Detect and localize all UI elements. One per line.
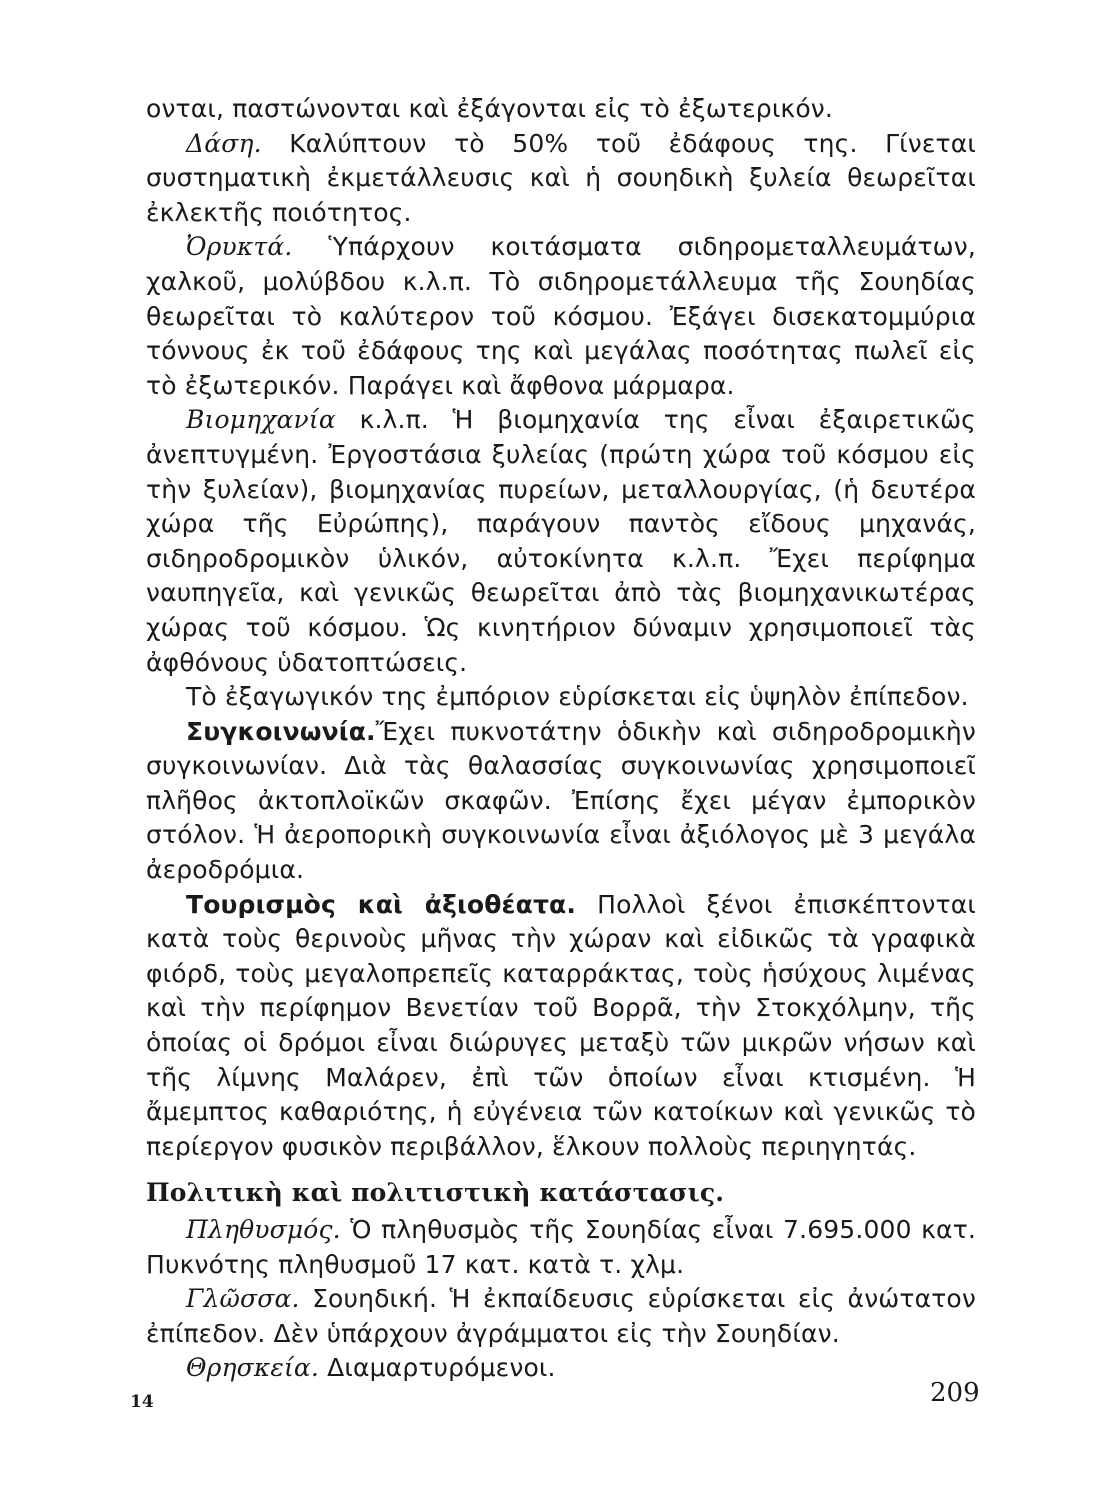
topic-label-population: Πληθυσμός. — [186, 1215, 341, 1244]
topic-label-language: Γλῶσσα. — [186, 1284, 300, 1314]
page-number: 209 — [930, 1378, 980, 1408]
paragraph-text: Ἔχει πυκνοτάτην ὁδικὴν καὶ σιδηροδρομικὴν συγκοινωνίαν. Διὰ τὰς θαλασσίας συγκοινωνίας χρησιμοποιεῖ πλῆθος ἀκτοπλοϊκῶν σκαφῶν. Ἐπίσης ἔχει μέγαν ἐμπορικὸν στόλον. Ἡ ἀεροπορικὴ συγκοινωνία εἶναι ἀξιόλογος μὲ 3 μεγάλα ἀεροδρόμια. — [146, 716, 976, 885]
paragraph-tourism — [146, 888, 976, 1165]
paragraph-text: Ὑπάρχουν κοιτάσματα σιδηρομεταλλευμάτων, χαλκοῦ, μολύβδου κ.λ.π. Τὸ σιδηρομετάλλευμα τῆς Σουηδίας θεωρεῖται τὸ καλύτερον τοῦ κόσμου. Ἐξάγει δισεκατομμύρια τόννους ἐκ τοῦ ἐδάφους της καὶ μεγάλας ποσότητας πωλεῖ εἰς τὸ ἐξωτερικόν. Παράγει καὶ ἄφθονα μάρμαρα. — [146, 232, 976, 400]
page-body — [146, 92, 976, 1386]
topic-label-religion: Θρησκεία. — [186, 1353, 320, 1383]
paragraph-text: Πολλοὶ ξένοι ἐπισκέπτονται κατὰ τοὺς θερινοὺς μῆνας τὴν χώραν καὶ εἰδικῶς τὰ γραφικὰ φιόρδ, τοὺς μεγαλοπρεπεῖς καταρράκτας, τοὺς ἡσύχους λιμένας καὶ τὴν περίφημον Βενετίαν τοῦ Βορρᾶ, τὴν Στοκχόλμην, τῆς ὁποίας οἱ δρόμοι εἶναι διώρυγες μεταξὺ τῶν μικρῶν νήσων καὶ τῆς λίμνης Μαλάρεν, ἐπὶ τῶν ὁποίων εἶναι κτισμένη. Ἡ ἄμεμπτος καθαριότης, ἡ εὐγένεια τῶν κατοίκων καὶ γενικῶς τὸ περίεργον φυσικὸν περιβάλλον, ἕλκουν πολλοὺς περιηγητάς. — [146, 889, 976, 1161]
paragraph-text: κ.λ.π. Ἡ βιομηχανία της εἶναι ἐξαιρετικῶς ἀνεπτυγμένη. Ἐργοστάσια ξυλείας (πρώτη χώρα τοῦ κόσμου εἰς τὴν ξυλείαν), βιομηχανίας πυρείων, μεταλλουργίας, (ἡ δευτέρα χώρα τῆς Εὐρώπης), παράγουν παντὸς εἴδους μηχανάς, σιδηροδρομικὸν ὑλικόν, αὐτοκίνητα κ.λ.π. Ἔχει περίφημα ναυπηγεῖα, καὶ γενικῶς θεωρεῖται ἀπὸ τὰς βιομηχανικωτέρας χώρας τοῦ κόσμου. Ὡς κινητήριον δύναμιν χρησιμοποιεῖ τὰς ἀφθόνους ὑδατοπτώσεις. — [146, 405, 976, 677]
paragraph-text: Καλύπτουν τὸ 50% τοῦ ἐδάφους της. Γίνεται συστηματικὴ ἐκμετάλλευσις καὶ ἡ σουηδικὴ ξυλεία θεωρεῖται ἐκλεκτῆς ποιότητος. — [146, 128, 976, 227]
topic-label-tourism: Τουρισμὸς καὶ ἀξιοθέατα. — [186, 889, 577, 919]
paragraph-transport — [146, 715, 976, 888]
paragraph-text: ονται, παστώνονται καὶ ἐξάγονται εἰς τὸ ἐξωτερικόν. — [146, 94, 833, 123]
paragraph-minerals — [146, 230, 976, 403]
paragraph-exports — [146, 680, 976, 715]
paragraph-forests — [146, 127, 976, 231]
section-heading — [146, 1176, 976, 1211]
paragraph-fishing-end — [146, 92, 976, 127]
paragraph-text: Διαμαρτυρόμενοι. — [327, 1353, 556, 1383]
topic-label-industry: Βιομηχανία — [186, 405, 336, 435]
paragraph-text: Σουηδική. Ἡ ἐκπαίδευσις εὑρίσκεται εἰς ἀνώτατον ἐπίπεδον. Δὲν ὑπάρχουν ἀγράμματοι εἰς τὴν Σουηδίαν. — [146, 1284, 976, 1348]
topic-label-minerals: Ὀρυκτά. — [186, 232, 293, 262]
paragraph-religion — [146, 1351, 976, 1386]
section-heading-text: Πολιτικὴ καὶ πολιτιστικὴ κατάστασις. — [146, 1178, 725, 1208]
topic-label-forests: Δάση. — [186, 128, 262, 158]
paragraph-text: Ὁ πληθυσμὸς τῆς Σουηδίας εἶναι 7.695.000 κατ. Πυκνότης πληθυσμοῦ 17 κατ. κατὰ τ. χλμ. — [146, 1215, 976, 1279]
paragraph-language — [146, 1282, 976, 1351]
paragraph-industry — [146, 403, 976, 680]
paragraph-population — [146, 1213, 976, 1282]
topic-label-transport: Συγκοινωνία. — [186, 716, 376, 746]
signature-mark: 14 — [130, 1392, 154, 1412]
paragraph-text: Τὸ ἐξαγωγικόν της ἐμπόριον εὑρίσκεται εἰς ὑψηλὸν ἐπίπεδον. — [186, 682, 969, 712]
